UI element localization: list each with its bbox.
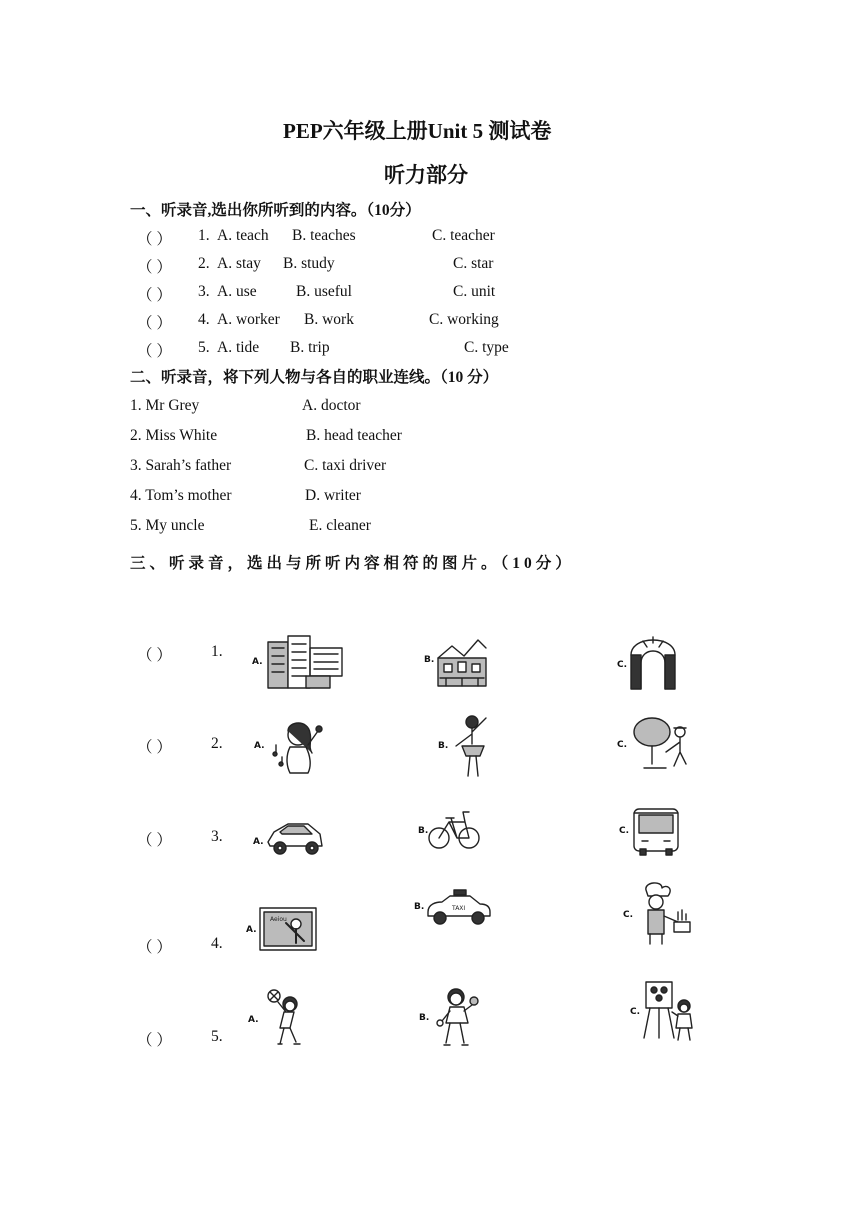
item-number: 3. — [211, 828, 223, 845]
item-number: 1. — [198, 227, 210, 244]
job-b[interactable]: B. head teacher — [306, 427, 402, 444]
option-c: C. star — [453, 255, 494, 272]
option-a: A. worker — [217, 311, 280, 328]
page-subtitle: 听力部分 — [384, 163, 468, 187]
option-c: C. working — [429, 311, 499, 328]
cook-icon[interactable] — [634, 880, 692, 946]
answer-bracket[interactable]: （ ） — [137, 259, 172, 276]
item-number: 4. — [198, 311, 210, 328]
answer-bracket[interactable]: （ ） — [137, 343, 172, 360]
item-number: 4. — [211, 935, 223, 952]
item-number: 5. — [198, 339, 210, 356]
teacher-icon[interactable] — [258, 906, 318, 952]
option-label-b: B. — [438, 741, 449, 751]
volleyball-girl-icon[interactable] — [266, 988, 310, 1050]
person-4[interactable]: 4. Tom’s mother — [130, 487, 232, 504]
option-label-a: A. — [254, 741, 265, 751]
option-label-b: B. — [414, 902, 425, 912]
answer-bracket[interactable]: （ ） — [137, 739, 172, 756]
item-number: 2. — [198, 255, 210, 272]
job-a[interactable]: A. doctor — [302, 397, 361, 414]
car-icon[interactable] — [266, 818, 324, 858]
bicycle-icon[interactable] — [428, 806, 480, 852]
option-b: B. work — [304, 311, 354, 328]
item-number: 2. — [211, 735, 223, 752]
option-label-a: A. — [248, 1015, 259, 1025]
answer-bracket[interactable]: （ ） — [137, 231, 172, 248]
person-3[interactable]: 3. Sarah’s father — [130, 457, 232, 474]
person-2[interactable]: 2. Miss White — [130, 427, 218, 444]
answer-bracket[interactable]: （ ） — [137, 939, 172, 956]
option-b: B. study — [283, 255, 335, 272]
item-number: 1. — [211, 643, 223, 660]
option-b: B. teaches — [292, 227, 356, 244]
option-b: B. trip — [290, 339, 330, 356]
option-c: C. teacher — [432, 227, 495, 244]
bus-icon[interactable] — [630, 805, 682, 857]
painter-icon[interactable] — [640, 978, 694, 1042]
option-a: A. teach — [217, 227, 269, 244]
option-label-a: A. — [246, 925, 257, 935]
dancer-icon[interactable] — [448, 712, 492, 780]
item-number: 5. — [211, 1028, 223, 1045]
option-c: C. unit — [453, 283, 496, 300]
taxi-icon[interactable] — [424, 888, 494, 926]
answer-bracket[interactable]: （ ） — [137, 1032, 172, 1049]
item-number: 3. — [198, 283, 210, 300]
person-1[interactable]: 1. Mr Grey — [130, 397, 200, 414]
page-title: PEP六年级上册Unit 5 测试卷 — [283, 119, 552, 143]
taxi-sign-text: TAXI — [452, 905, 466, 912]
singer-icon[interactable] — [270, 717, 328, 775]
option-label-c: C. — [619, 826, 630, 836]
option-label-a: A. — [252, 657, 263, 667]
answer-bracket[interactable]: （ ） — [137, 287, 172, 304]
section-3-heading: 三、听录音，选出与所听内容相符的图片。（10分） — [130, 555, 575, 572]
ping-pong-girl-icon[interactable] — [436, 985, 480, 1051]
buildings-icon[interactable] — [266, 634, 344, 690]
job-e[interactable]: E. cleaner — [309, 517, 371, 534]
answer-bracket[interactable]: （ ） — [137, 832, 172, 849]
option-label-c: C. — [630, 1007, 641, 1017]
option-a: A. use — [217, 283, 257, 300]
option-b: B. useful — [296, 283, 352, 300]
person-5[interactable]: 5. My uncle — [130, 517, 205, 534]
option-label-b: B. — [419, 1013, 430, 1023]
section-2-heading: 二、听录音，将下列人物与各自的职业连线。（10 分） — [130, 369, 499, 386]
job-c[interactable]: C. taxi driver — [304, 457, 387, 474]
gardener-icon[interactable] — [630, 714, 694, 772]
option-label-c: C. — [617, 660, 628, 670]
gate-icon[interactable] — [629, 633, 677, 691]
section-1-heading: 一、听录音,选出你所听到的内容。（10分） — [130, 202, 421, 219]
option-label-c: C. — [617, 740, 628, 750]
board-text: Aeiou — [270, 916, 287, 923]
option-a: A. stay — [217, 255, 261, 272]
option-c: C. type — [464, 339, 509, 356]
option-label-b: B. — [418, 826, 429, 836]
town-icon[interactable] — [436, 632, 488, 688]
answer-bracket[interactable]: （ ） — [137, 315, 172, 332]
option-label-c: C. — [623, 910, 634, 920]
answer-bracket[interactable]: （ ） — [137, 647, 172, 664]
option-label-b: B. — [424, 655, 435, 665]
option-label-a: A. — [253, 837, 264, 847]
option-a: A. tide — [217, 339, 260, 356]
job-d[interactable]: D. writer — [305, 487, 361, 504]
